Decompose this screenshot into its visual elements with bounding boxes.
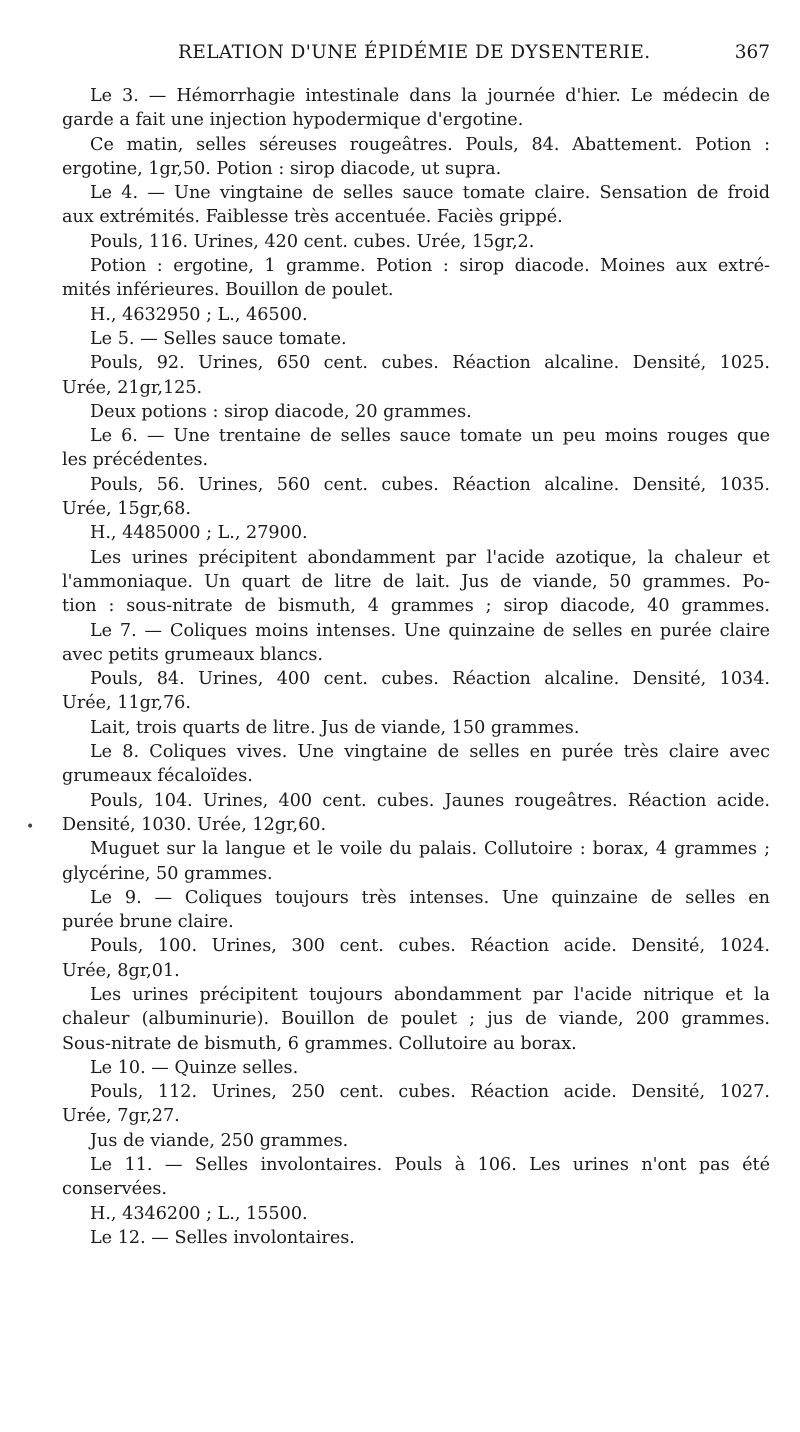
- text-line: Deux potions : sirop diacode, 20 grammes.: [90, 401, 472, 422]
- text-line: aux extrémités. Faiblesse très accentuée. Faciès grippé.: [62, 207, 563, 228]
- text-line: l'ammoniaque. Un quart de litre de lait. Jus de viande, 50 grammes. Po-: [62, 571, 770, 592]
- body-text: [62, 84, 770, 1250]
- text-line: Pouls, 56. Urines, 560 cent. cubes. Réaction alcaline. Densité, 1035.: [90, 474, 770, 495]
- text-line: purée brune claire.: [62, 912, 234, 933]
- text-line: Urée, 21gr,125.: [62, 377, 203, 398]
- text-line: Les urines précipitent toujours abondamment par l'acide nitrique et la: [90, 984, 770, 1005]
- text-line: tion : sous-nitrate de bismuth, 4 grammes ; sirop diacode, 40 grammes.: [62, 596, 770, 617]
- text-line: Urée, 15gr,68.: [62, 499, 191, 520]
- text-line: Le 10. — Quinze selles.: [90, 1057, 299, 1078]
- text-line: mités inférieures. Bouillon de poulet.: [62, 280, 394, 301]
- text-line: Pouls, 100. Urines, 300 cent. cubes. Réaction acide. Densité, 1024.: [90, 936, 770, 957]
- text-line: Potion : ergotine, 1 gramme. Potion : sirop diacode. Moines aux extré-: [90, 256, 770, 277]
- text-line: Urée, 7gr,27.: [62, 1106, 180, 1127]
- text-line: Le 9. — Coliques toujours très intenses. Une quinzaine de selles en: [90, 887, 770, 908]
- page-number: 367: [734, 42, 770, 63]
- text-line: H., 4485000 ; L., 27900.: [90, 523, 308, 544]
- text-line: chaleur (albuminurie). Bouillon de poulet ; jus de viande, 200 grammes.: [62, 1009, 770, 1030]
- text-line: Densité, 1030. Urée, 12gr,60.: [62, 814, 327, 835]
- text-line: Le 12. — Selles involontaires.: [90, 1227, 355, 1248]
- margin-mark: •: [26, 819, 35, 835]
- page-header: [62, 42, 770, 72]
- text-line: les précédentes.: [62, 450, 209, 471]
- text-line: H., 4632950 ; L., 46500.: [90, 304, 308, 325]
- text-line: Pouls, 112. Urines, 250 cent. cubes. Réaction acide. Densité, 1027.: [90, 1082, 770, 1103]
- text-line: Ce matin, selles séreuses rougeâtres. Pouls, 84. Abattement. Potion :: [90, 134, 770, 155]
- text-line: Urée, 8gr,01.: [62, 960, 180, 981]
- text-line: grumeaux fécaloïdes.: [62, 766, 253, 787]
- text-line: Pouls, 104. Urines, 400 cent. cubes. Jaunes rougeâtres. Réaction acide.: [90, 790, 770, 811]
- text-line: avec petits grumeaux blancs.: [62, 644, 323, 665]
- text-line: Pouls, 84. Urines, 400 cent. cubes. Réaction alcaline. Densité, 1034.: [90, 669, 770, 690]
- text-line: Muguet sur la langue et le voile du palais. Collutoire : borax, 4 grammes ;: [90, 839, 770, 860]
- running-title: RELATION D'UNE ÉPIDÉMIE DE DYSENTERIE.: [178, 42, 651, 63]
- text-line: Le 7. — Coliques moins intenses. Une quinzaine de selles en purée claire: [90, 620, 770, 641]
- text-line: Jus de viande, 250 grammes.: [90, 1130, 349, 1151]
- text-line: Urée, 11gr,76.: [62, 693, 191, 714]
- text-line: Pouls, 116. Urines, 420 cent. cubes. Urée, 15gr,2.: [90, 231, 535, 252]
- text-line: Les urines précipitent abondamment par l'acide azotique, la chaleur et: [90, 547, 770, 568]
- text-line: Le 11. — Selles involontaires. Pouls à 106. Les urines n'ont pas été: [90, 1155, 770, 1176]
- text-line: ergotine, 1gr,50. Potion : sirop diacode, ut supra.: [62, 158, 502, 179]
- text-line: garde a fait une injection hypodermique d'ergotine.: [62, 110, 524, 131]
- text-line: Le 3. — Hémorrhagie intestinale dans la journée d'hier. Le médecin de: [90, 86, 770, 106]
- text-line: Le 5. — Selles sauce tomate.: [90, 328, 347, 349]
- text-line: Le 6. — Une trentaine de selles sauce tomate un peu moins rouges que: [90, 426, 770, 447]
- text-line: conservées.: [62, 1179, 168, 1200]
- text-line: Lait, trois quarts de litre. Jus de viande, 150 grammes.: [90, 717, 580, 738]
- text-line: Pouls, 92. Urines, 650 cent. cubes. Réaction alcaline. Densité, 1025.: [90, 353, 770, 374]
- text-line: Sous-nitrate de bismuth, 6 grammes. Collutoire au borax.: [62, 1033, 577, 1054]
- text-line: Le 4. — Une vingtaine de selles sauce tomate claire. Sensation de froid: [90, 183, 770, 204]
- text-line: glycérine, 50 grammes.: [62, 863, 273, 884]
- text-line: Le 8. Coliques vives. Une vingtaine de selles en purée très claire avec: [90, 742, 770, 763]
- text-line: H., 4346200 ; L., 15500.: [90, 1203, 308, 1224]
